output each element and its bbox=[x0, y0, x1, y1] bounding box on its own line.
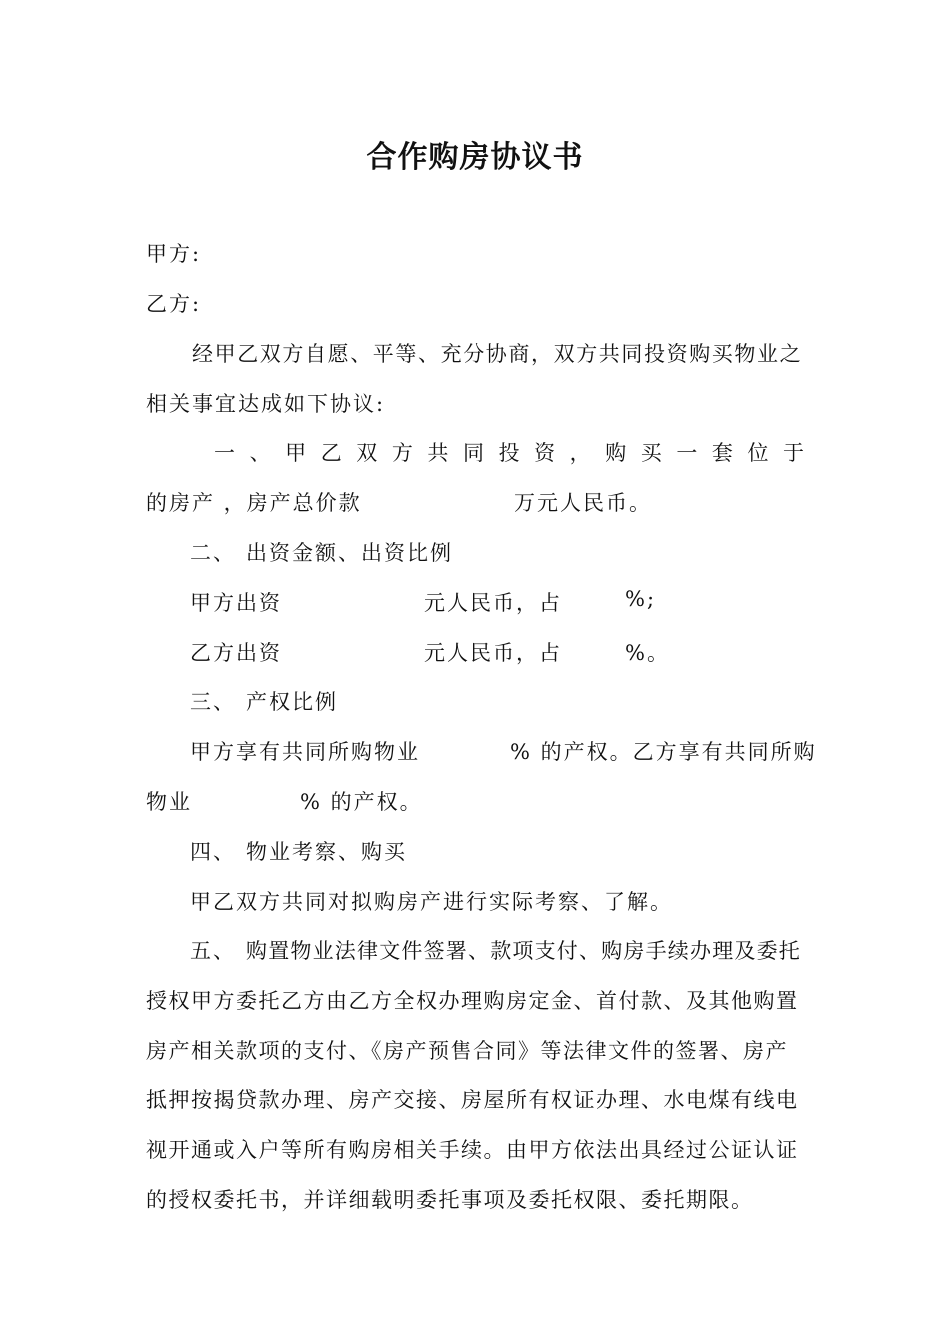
section-5-line-2: 房产相关款项的支付、《房产预售合同》等法律文件的签署、房产 bbox=[146, 1039, 788, 1063]
section-1-char: 同 bbox=[462, 441, 484, 465]
section-1-char: ， bbox=[569, 441, 591, 465]
section-4-heading: 物业考察、购买 bbox=[246, 840, 407, 864]
section-1-char: 一 bbox=[676, 441, 698, 465]
section-1-line-2-start: 的房产 ，房产总价款 bbox=[146, 491, 362, 515]
section-3-number: 三、 bbox=[190, 690, 236, 714]
section-2-number: 二、 bbox=[190, 541, 236, 565]
party-a-contribution-label: 甲方出资 bbox=[190, 591, 282, 615]
intro-line-1: 经甲乙双方自愿、平等、充分协商，双方共同投资购买物业之 bbox=[192, 342, 803, 366]
section-1-line-1 bbox=[214, 437, 804, 467]
party-b-contribution-percent: %。 bbox=[625, 641, 670, 665]
section-4-body: 甲乙双方共同对拟购房产进行实际考察、了解。 bbox=[190, 890, 673, 914]
section-1-char: 套 bbox=[711, 441, 733, 465]
section-1-char: 、 bbox=[249, 441, 271, 465]
section-1-char: 甲 bbox=[285, 441, 307, 465]
section-3-line-1-start: 甲方享有共同所购物业 bbox=[190, 740, 420, 764]
section-5-line-4: 视开通或入户等所有购房相关手续。由甲方依法出具经过公证认证 bbox=[146, 1138, 799, 1162]
section-1-char: 投 bbox=[498, 441, 520, 465]
section-3-line-2-start: 物业 bbox=[146, 790, 192, 814]
section-1-char: 资 bbox=[534, 441, 556, 465]
section-1-char: 一 bbox=[214, 441, 235, 465]
section-1-char: 买 bbox=[640, 441, 662, 465]
section-3-line-1-mid: % 的产权。乙方享有共同所购 bbox=[510, 740, 817, 764]
section-5-number: 五、 bbox=[190, 939, 236, 963]
party-a-label: 甲方: bbox=[146, 242, 202, 266]
section-1-line-2-end: 万元人民币。 bbox=[514, 491, 652, 515]
section-4-number: 四、 bbox=[190, 840, 236, 864]
section-5-line-3: 抵押按揭贷款办理、房产交接、房屋所有权证办理、水电煤有线电 bbox=[146, 1088, 799, 1112]
section-2-heading: 出资金额、出资比例 bbox=[246, 541, 453, 565]
party-a-contribution-percent: %; bbox=[625, 587, 657, 611]
section-1-char: 乙 bbox=[320, 441, 342, 465]
party-b-contribution-unit: 元人民币，占 bbox=[424, 641, 562, 665]
intro-line-2: 相关事宜达成如下协议: bbox=[146, 392, 386, 416]
section-1-char: 位 bbox=[747, 441, 769, 465]
party-a-contribution-unit: 元人民币，占 bbox=[424, 591, 562, 615]
section-1-char: 双 bbox=[356, 441, 378, 465]
section-5-heading: 购置物业法律文件签署、款项支付、购房手续办理及委托 bbox=[246, 939, 801, 963]
section-1-char: 共 bbox=[427, 441, 449, 465]
section-1-char: 方 bbox=[391, 441, 413, 465]
section-5-line-5: 的授权委托书，并详细载明委托事项及委托权限、委托期限。 bbox=[146, 1188, 754, 1212]
section-5-line-1: 授权甲方委托乙方由乙方全权办理购房定金、首付款、及其他购置 bbox=[146, 989, 799, 1013]
document-title: 合作购房协议书 bbox=[366, 140, 584, 175]
party-b-label: 乙方: bbox=[146, 292, 202, 316]
section-3-heading: 产权比例 bbox=[246, 690, 338, 714]
section-3-line-2-end: % 的产权。 bbox=[300, 790, 423, 814]
section-1-char: 于 bbox=[783, 441, 804, 465]
party-b-contribution-label: 乙方出资 bbox=[190, 641, 282, 665]
section-1-char: 购 bbox=[605, 441, 627, 465]
